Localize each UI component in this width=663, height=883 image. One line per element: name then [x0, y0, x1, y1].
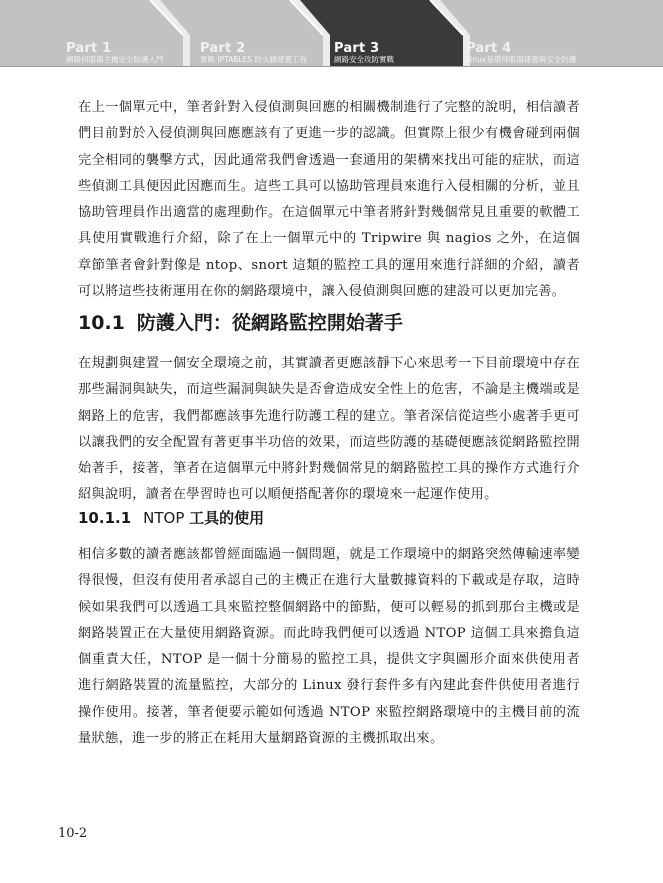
tab-part2-subtitle: 實戰 IPTABLES 防火牆建置工程	[200, 55, 307, 64]
tab-part1-subtitle: 網路伺服器主機安全防護入門	[66, 55, 164, 64]
subsection-title-rest: 工具的使用	[189, 509, 265, 527]
tab-part3-subtitle: 網路安全攻防實戰	[334, 55, 394, 64]
tab-part2-title: Part 2	[200, 41, 246, 56]
subsection-number: 10.1.1	[78, 509, 132, 527]
tab-part1[interactable]	[66, 42, 164, 65]
subsection-heading	[78, 508, 264, 528]
page-number: 10-2	[58, 826, 88, 841]
tab-part4[interactable]	[466, 42, 576, 65]
tab-part3-title: Part 3	[334, 41, 380, 56]
section-title: 防護入門：從網路監控開始著手	[136, 312, 403, 334]
tab-part4-subtitle: Linux基礎伺服器建置與安全防護	[466, 55, 577, 64]
tab-part1-title: Part 1	[66, 41, 112, 56]
section-number: 10.1	[78, 312, 125, 334]
tab-part3[interactable]	[334, 42, 394, 65]
tab-part4-title: Part 4	[466, 41, 512, 56]
subsection-title-prefix: NTOP	[143, 509, 190, 527]
part-tabs-header	[0, 0, 663, 68]
intro-paragraph: 在上一個單元中，筆者針對入侵偵測與回應的相關機制進行了完整的說明，相信讀者們目前對於入侵偵測與回應應該有了更進一步的認識。但實際上很少有機會碰到兩個完全相同的襲擊方式，因此通常我們會透過一套通用的架構來找出可能的症狀，而這些偵測工具便因此因應而生。這些工具可以協助管理員來進行入侵相關的分析，並且協助管理員作出適當的處理動作。在這個單元中筆者將針對幾個常見且重要的軟體工具使用實戰進行介紹，除了在上一個單元中的 Tripwire 與 nagios 之外，在這個章節筆者會針對像是 ntop、snort 這類的監控工具的運用來進行詳細的介紹，讀者可以將這些技術運用在你的網路環境中，讓入侵偵測與回應的建設可以更加完善。	[78, 100, 580, 300]
section-heading	[78, 311, 403, 335]
section-paragraph: 在規劃與建置一個安全環境之前，其實讀者更應該靜下心來思考一下目前環境中存在那些漏洞與缺失，而這些漏洞與缺失是否會造成安全性上的危害，不論是主機端或是網路上的危害，我們都應該事先進行防護工程的建立。筆者深信從這些小處著手更可以讓我們的安全配置有著更事半功倍的效果，而這些防護的基礎便應該從網路監控開始著手，接著，筆者在這個單元中將針對幾個常見的網路監控工具的操作方式進行介紹與說明，讀者在學習時也可以順便搭配著你的環境來一起運作使用。	[78, 356, 580, 503]
subsection-paragraph: 相信多數的讀者應該都曾經面臨過一個問題，就是工作環境中的網路突然傳輸速率變得很慢，但沒有使用者承認自己的主機正在進行大量數據資料的下載或是存取，這時候如果我們可以透過工具來監控整個網路中的節點，便可以輕易的抓到那台主機或是網路裝置正在大量使用網路資源。而此時我們便可以透過 NTOP 這個工具來擔負這個重責大任，NTOP 是一個十分簡易的監控工具，提供文字與圖形介面來供使用者進行網路裝置的流量監控，大部分的 Linux 發行套件多有內建此套件供使用者進行操作使用。接著，筆者便要示範如何透過 NTOP 來監控網路環境中的主機目前的流量狀態，進一步的將正在耗用大量網路資源的主機抓取出來。	[78, 547, 580, 747]
tab-part2[interactable]	[200, 42, 307, 65]
